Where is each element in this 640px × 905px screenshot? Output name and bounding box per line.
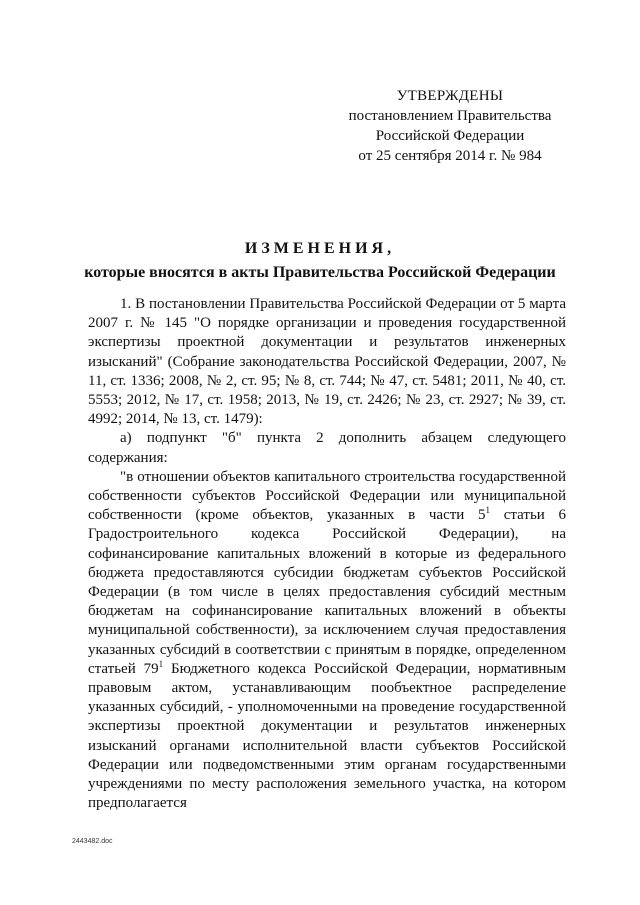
approval-line-3: от 25 сентября 2014 г. № 984 [358,148,542,164]
approval-line-1: постановлением Правительства [348,108,552,124]
approval-heading: УТВЕРЖДЕНЫ [396,88,504,104]
document-body [88,295,566,813]
paragraph-2: а) подпункт "б" пункта 2 дополнить абзацем следующего содержания: [88,430,566,466]
title-subtitle: которые вносятся в акты Правительства Российской Федерации [84,264,556,281]
superscript-1: 1 [485,505,491,516]
paragraph-3-part-c: Бюджетного кодекса Российской Федерации, нормативным правовым актом, устанавливающим пообъектное распределение указанных субсидий, - уполномоченными на проведение государственной экспертизы проектной документации и результатов инженерных изысканий органами исполнительной власти субъектов Российской Федерации или подведомственными этим органам государственными учреждениями по месту расположения земельного участка, на котором предполагается [88,660,566,812]
document-title [60,237,580,285]
paragraph-3 [88,468,566,814]
paragraph-3-part-a: "в отношении объектов капитального строительства государственной собственности субъектов Российской Федерации или муниципальной собственности (кроме объектов, указанных в части 5 [88,468,566,524]
paragraph-1: 1. В постановлении Правительства Российской Федерации от 5 марта 2007 г. № 145 "О порядке организации и проведения государственной экспертизы проектной документации и результатов инженерных изысканий" (Собрание законодательства Российской Федерации, 2007, № 11, ст. 1336; 2008, № 2, ст. 95; № 8, ст. 744; № 47, ст. 5481; 2011, № 40, ст. 5553; 2012, № 17, ст. 1958; 2013, № 19, ст. 2426; № 23, ст. 2927; № 39, ст. 4992; 2014, № 13, ст. 1479): [88,296,566,428]
title-main: ИЗМЕНЕНИЯ, [244,240,396,257]
superscript-2: 1 [158,658,164,669]
footer-filename: 2443482.doc [72,838,113,845]
approval-block [340,86,560,166]
paragraph-3-part-b: статьи 6 Градостроительного кодекса Российской Федерации), на софинансирование капитальных вложений в которые из федерального бюджета предоставляются субсидии бюджетам субъектов Российской Федерации (в том числе в целях предоставления субсидий местным бюджетам на софинансирование капитальных вложений в объекты муниципальной собственности), за исключением случая предоставления указанных субсидий в соответствии с принятым в порядке, определенном статьей 79 [88,507,566,677]
approval-line-2: Российской Федерации [375,128,525,144]
